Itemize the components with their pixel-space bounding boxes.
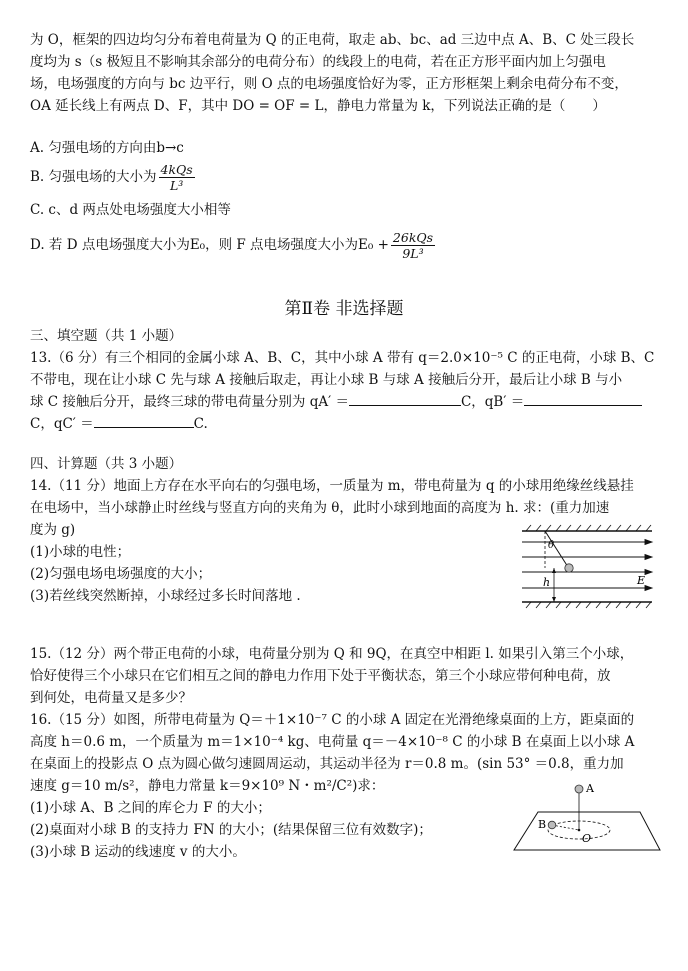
ball-b-label: B: [538, 818, 547, 831]
height-arrow-top: [552, 568, 556, 573]
option-b-numerator: 4kQs: [160, 162, 193, 177]
center-point-o: [578, 829, 581, 832]
q12-line-3: 场，电场强度的方向与 bc 边平行，则 O 点的电场强度恰好为零，正方形框架上剩余电荷分布不变，: [30, 76, 628, 92]
q14-figure: [512, 524, 662, 612]
ball-b: [548, 821, 556, 829]
option-d-numerator: 26kQs: [392, 230, 434, 245]
q13-line-2: 不带电，现在让小球 C 先与球 A 接触后取走，再让小球 B 与球 A 接触后分开，最后让小球 B 与小: [30, 372, 623, 388]
q15-line-1: 15.（12 分）两个带正电荷的小球，电荷量分别为 Q 和 9Q，在真空中相距 l. 如果引入第三个小球，: [30, 646, 634, 662]
option-d-text: D. 若 D 点电场强度大小为E₀，则 F 点电场强度大小为E₀ +: [30, 237, 389, 253]
q13-line-1: 13.（6 分）有三个相同的金属小球 A、B、C，其中小球 A 带有 q＝2.0×10⁻⁵ C 的正电荷，小球 B、C: [30, 350, 655, 366]
center-o-label: O: [582, 832, 592, 845]
answer-blank-qa[interactable]: [349, 392, 461, 406]
option-b: [30, 162, 666, 192]
q13-line-3-text: 球 C 接触后分开，最终三球的带电荷量分别为 qA′ ＝: [30, 394, 349, 410]
option-b-denominator: L³: [169, 178, 184, 193]
q13-line-3: [30, 392, 666, 412]
q14-line-1: 14.（11 分）地面上方存在水平向右的匀强电场，一质量为 m，带电荷量为 q 的小球用绝缘丝线悬挂: [30, 478, 634, 494]
option-d-fraction: [391, 230, 435, 261]
q16-line-4: 速度 g＝10 m/s²，静电力常量 k＝9×10⁹ N・m²/C²)求：: [30, 778, 385, 794]
part2-title: 第Ⅱ卷 非选择题: [284, 299, 404, 319]
answer-blank-qb[interactable]: [524, 392, 642, 406]
q16-figure: [508, 782, 666, 856]
section-4-heading: 四、计算题（共 3 小题）: [30, 456, 183, 472]
theta-label: θ: [548, 540, 555, 551]
height-label: h: [543, 576, 551, 589]
ball-a-label: A: [586, 782, 594, 795]
q14-line-3: 度为 g): [30, 522, 76, 538]
charged-ball: [565, 564, 573, 572]
ceiling-hatch: [526, 525, 651, 531]
option-b-fraction: [159, 162, 195, 193]
electric-field-lines: [522, 540, 652, 591]
q15-line-2: 恰好使得三个小球只在它们相互之间的静电力作用下处于平衡状态，第三个小球应带何种电荷，放: [30, 668, 611, 684]
q13-line-3-mid: C，qB′ ＝: [460, 394, 525, 410]
section-3-heading: 三、填空题（共 1 小题）: [30, 328, 183, 344]
q16-part-3: (3)小球 B 运动的线速度 v 的大小。: [30, 844, 246, 860]
field-e-label: E: [637, 574, 646, 587]
q16-part-2: (2)桌面对小球 B 的支持力 FN 的大小；(结果保留三位有效数字)；: [30, 822, 432, 838]
q13-line-4-end: C.: [193, 416, 208, 432]
ball-a: [575, 785, 583, 793]
height-arrow-bottom: [552, 597, 556, 602]
q16-part-1: (1)小球 A、B 之间的库仑力 F 的大小；: [30, 800, 271, 816]
q14-line-2: 在电场中，当小球静止时丝线与竖直方向的夹角为 θ，此时小球到地面的高度为 h. 求：(重力加速: [30, 500, 610, 516]
q16-line-3: 在桌面上的投影点 O 点为圆心做匀速圆周运动，其运动半径为 r＝0.8 m。(sin 53° ＝0.8，重力加: [30, 756, 624, 772]
ground-hatch: [526, 602, 651, 608]
q16-line-2: 高度 h＝0.6 m，一个质量为 m＝1×10⁻⁴ kg、电荷量 q＝－4×10⁻⁸ C 的小球 B 在桌面上以小球 A: [30, 734, 635, 750]
option-d-denominator: 9L³: [402, 246, 424, 261]
option-a: A. 匀强电场的方向由b→c: [30, 140, 184, 156]
q14-part-2: (2)匀强电场电场强度的大小；: [30, 566, 212, 582]
q14-part-3: (3)若丝线突然断掉，小球经过多长时间落地 .: [30, 588, 301, 604]
q12-line-1: 为 O，框架的四边均匀分布着电荷量为 Q 的正电荷，取走 ab、bc、ad 三边中点 A、B、C 处三段长: [30, 32, 635, 48]
option-b-text: B. 匀强电场的大小为: [30, 169, 157, 185]
answer-blank-qc[interactable]: [94, 414, 194, 428]
option-d: [30, 228, 666, 262]
q12-line-2: 度均为 s（s 极短且不影响其余部分的电荷分布）的线段上的电荷，若在正方形平面内加上匀强电: [30, 54, 606, 70]
q14-part-1: (1)小球的电性；: [30, 544, 131, 560]
q12-line-4: OA 延长线上有两点 D、F，其中 DO = OF = L，静电力常量为 k，下列说法正确的是（ ）: [30, 98, 606, 114]
q15-line-3: 到何处，电荷量又是多少？: [30, 690, 192, 706]
option-c: C. c、d 两点处电场强度大小相等: [30, 202, 231, 218]
q13-line-4: [30, 414, 666, 434]
q13-line-4-text: C，qC′ ＝: [30, 416, 94, 432]
q16-line-1: 16.（15 分）如图，所带电荷量为 Q＝＋1×10⁻⁷ C 的小球 A 固定在光滑绝缘桌面的上方，距桌面的: [30, 712, 635, 728]
